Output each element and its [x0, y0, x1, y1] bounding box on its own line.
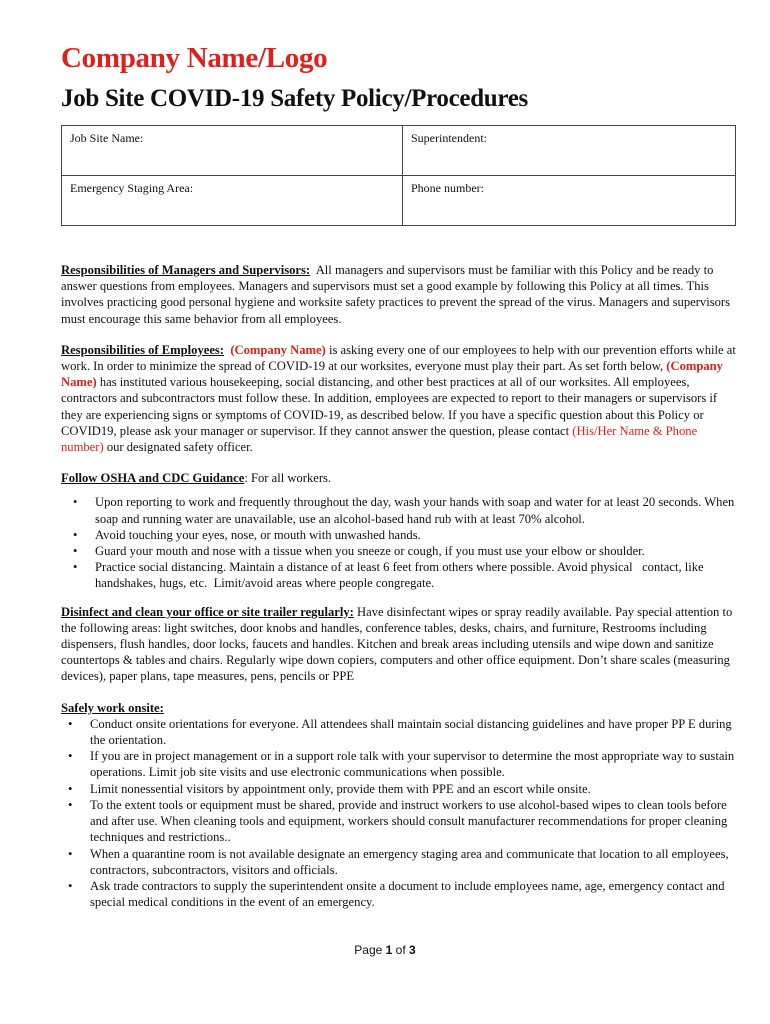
company-name-placeholder-2: (Company Name): [61, 359, 723, 390]
job-site-name-label: Job Site Name:: [70, 131, 144, 145]
managers-section: [61, 262, 739, 327]
current-page-number: 1: [385, 943, 393, 957]
list-item: • If you are in project management or in a support role talk with your supervisor to determine the most appropriate way to sustain operations. Limit job site visits and use electronic communications when possible.: [90, 748, 739, 780]
list-item: • Conduct onsite orientations for everyone. All attendees shall maintain social distancing guidelines and have proper PP E during the orientation.: [90, 716, 739, 748]
employees-text-2: has instituted various housekeeping, social distancing, and other best practices at all of our worksites. All employees, contractors and subcontractors must follow these. In addition, employees are expected to report to their managers or supervisors if they are experiencing signs or symptoms of COVID-19, as described below. If you have a specific question about this Policy or COVID19, please ask your manager or supervisor. If they cannot answer the question, please contact: [61, 375, 718, 438]
employees-heading: Responsibilities of Employees:: [61, 342, 225, 357]
osha-guidance-list: [61, 494, 739, 591]
osha-heading: Follow OSHA and CDC Guidance: [61, 471, 245, 486]
disinfect-heading: Disinfect and clean your office or site trailer regularly:: [61, 604, 354, 619]
emergency-staging-area-field[interactable]: [62, 176, 403, 226]
phone-number-field[interactable]: [403, 176, 736, 226]
list-item: • Avoid touching your eyes, nose, or mouth with unwashed hands.: [95, 527, 739, 543]
safety-officer-contact-placeholder: (His/Her Name & Phone number): [61, 423, 698, 455]
policy-body: [61, 262, 739, 910]
list-item: • Upon reporting to work and frequently throughout the day, wash your hands with soap and water for at least 20 seconds. When soap and running water are unavailable, use an alcohol-based hand rub with at least 70% alcohol.: [95, 494, 739, 526]
phone-number-label: Phone number:: [411, 181, 484, 195]
onsite-heading: Safely work onsite:: [61, 700, 164, 715]
of-word: of: [392, 943, 410, 957]
employees-section: [61, 342, 739, 455]
onsite-section: [61, 700, 739, 911]
list-item: • To the extent tools or equipment must be shared, provide and instruct workers to use alcohol-based wipes to clean tools before and after use. When cleaning tools and equipment, workers should consult manufacturer recommendations for proper cleaning techniques and restrictions..: [90, 797, 739, 846]
job-site-name-field[interactable]: [62, 126, 403, 176]
list-item: • Practice social distancing. Maintain a distance of at least 6 feet from others where possible. Avoid physical contact, like handshakes, hugs, etc. Limit/avoid areas where people congregate.: [95, 559, 739, 591]
managers-text: All managers and supervisors must be familiar with this Policy and be ready to answer questions from employees. Managers and supervisors must set a good example by following this Policy at all times. This involves practicing good personal hygiene and worksite safety practices to prevent the spread of the virus. Managers and supervisors must encourage this same behavior from all employees.: [61, 263, 734, 326]
employees-text-3: our designated safety officer.: [103, 440, 253, 455]
list-item: • When a quarantine room is not available designate an emergency staging area and communicate that location to all employees, contractors, subcontractors, visitors and officials.: [90, 846, 739, 878]
total-pages-number: 3: [409, 943, 416, 957]
superintendent-label: Superintendent:: [411, 131, 487, 145]
list-item: • Guard your mouth and nose with a tissue when you sneeze or cough, if you must use your elbow or shoulder.: [95, 543, 739, 559]
list-item: • Limit nonessential visitors by appointment only, provide them with PPE and an escort while onsite.: [90, 781, 739, 797]
managers-heading: Responsibilities of Managers and Supervisors:: [61, 263, 311, 277]
employees-text-1: is asking every one of our employees to help with our prevention efforts while at work. In order to minimize the spread of COVID-19 at our worksites, everyone must play their part. As set forth below,: [61, 342, 736, 374]
company-name-logo: Company Name/Logo: [61, 42, 328, 74]
disinfect-section: [61, 604, 739, 685]
list-item: • Ask trade contractors to supply the superintendent onsite a document to include employees name, age, emergency contact and special medical conditions in the event of an emergency.: [90, 878, 739, 910]
onsite-list: [61, 716, 739, 910]
superintendent-field[interactable]: [403, 126, 736, 176]
disinfect-text: Have disinfectant wipes or spray readily available. Pay special attention to the following areas: light switches, door knobs and handles, conference tables, desks, chairs, and furniture, Restrooms including dispensers, flush handles, door locks, faucets and handles. Kitchen and break areas including utensils and wipe down and sanitize countertops & tables and chairs. Regularly wipe down copiers, computers and other office equipment. Don’t share scales (measuring devices), paper plans, tape measures, pens, pencils or PPE: [61, 604, 733, 684]
company-name-placeholder-1: (Company Name): [230, 342, 326, 357]
document-title: Job Site COVID-19 Safety Policy/Procedures: [61, 85, 528, 112]
page-footer: [0, 943, 770, 957]
emergency-staging-area-label: Emergency Staging Area:: [70, 181, 194, 195]
osha-section: [61, 470, 739, 486]
osha-text: : For all workers.: [244, 471, 332, 486]
page-word: Page: [354, 943, 386, 957]
job-site-info-table: [61, 125, 736, 226]
